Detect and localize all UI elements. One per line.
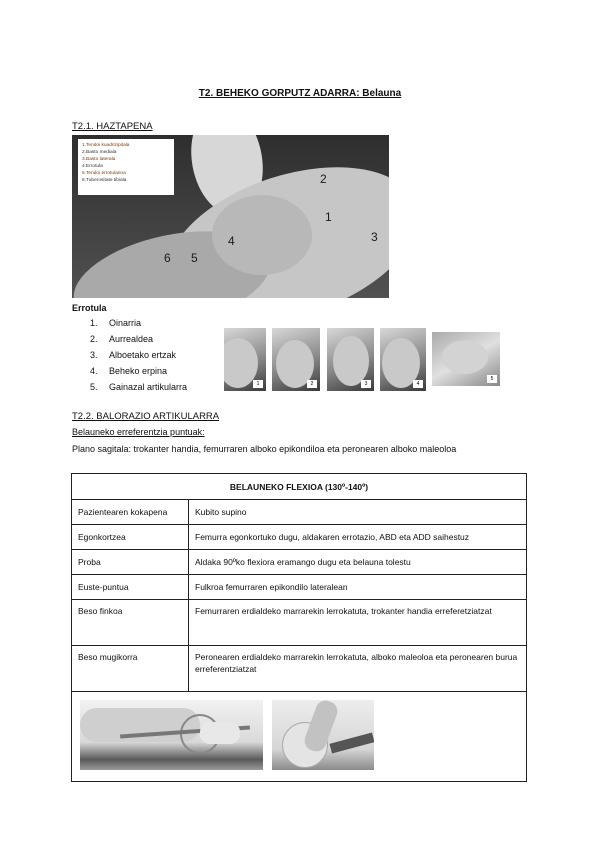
errotula-title: Errotula (72, 303, 107, 313)
table-row: Beso mugikorra Peronearen erdialdeko marrarekin lerrokatuta, alboko maleoloa eta peronearen burua erreferentziatzat (72, 646, 527, 692)
reference-points-heading: Belauneko erreferentzia puntuak: (72, 427, 205, 437)
patella-photo-thumbnail: 3 (327, 328, 374, 391)
knee-flexion-table (71, 473, 527, 782)
knee-palpation-photo (72, 135, 389, 298)
list-item: 2. Aurrealdea (90, 334, 154, 344)
photo-number: 1 (325, 210, 332, 224)
goniometer-photo (272, 700, 374, 770)
photo-number: 3 (371, 230, 378, 244)
photo-number: 5 (191, 251, 198, 265)
patella-photo-thumbnail: 1 (224, 328, 266, 391)
photo-number: 4 (228, 234, 235, 248)
section-heading-balorazio: T2.2. BALORAZIO ARTIKULARRA (72, 411, 220, 422)
list-item: 1. Oinarria (90, 318, 142, 328)
table-row: Beso finkoa Femurraren erdialdeko marrarekin lerrokatuta, trokanter handia erreferetziatzat (72, 600, 527, 646)
table-row: Egonkortzea Femurra egonkortuko dugu, aldakaren errotazio, ABD eta ADD saihestuz (72, 525, 527, 550)
patella-photo-thumbnail: 2 (272, 328, 320, 391)
table-row: Pazientearen kokapena Kubito supino (72, 500, 527, 525)
list-item: 5. Gainazal artikularra (90, 382, 188, 392)
table-row: Euste-puntua Fulkroa femurraren epikondilo lateralean (72, 575, 527, 600)
photo-number: 6 (164, 251, 171, 265)
page-title: T2. BEHEKO GORPUTZ ADARRA: Belauna (198, 88, 402, 99)
table-header: BELAUNEKO FLEXIOA (130º-140º) (72, 474, 527, 500)
patella-photo-thumbnail: 5 (432, 332, 500, 386)
table-row: Proba Aldaka 90ºko flexiora eramango dugu eta belauna tolestu (72, 550, 527, 575)
goniometer-photo (80, 700, 263, 770)
section-heading-haztapena: T2.1. HAZTAPENA (72, 121, 153, 132)
list-item: 4. Beheko erpina (90, 366, 168, 376)
photo-number: 2 (320, 172, 327, 186)
errotula-list (90, 318, 187, 398)
sagittal-plane-text: Plano sagitala: trokanter handia, femurraren alboko epikondiloa eta peronearen alboko maleoloa (72, 444, 457, 454)
table-photo-row (72, 692, 527, 782)
photo-legend: 1.Tendoi kuadrizipitala 2.Basto mediala 3.Basto laterala 4.Errotula 5.Tendoi errotularioa 6.Tuberositate tibiala (78, 139, 174, 195)
table-header-row (72, 474, 527, 500)
patella-photo-thumbnail: 4 (380, 328, 426, 391)
list-item: 3. Alboetako ertzak (90, 350, 177, 360)
